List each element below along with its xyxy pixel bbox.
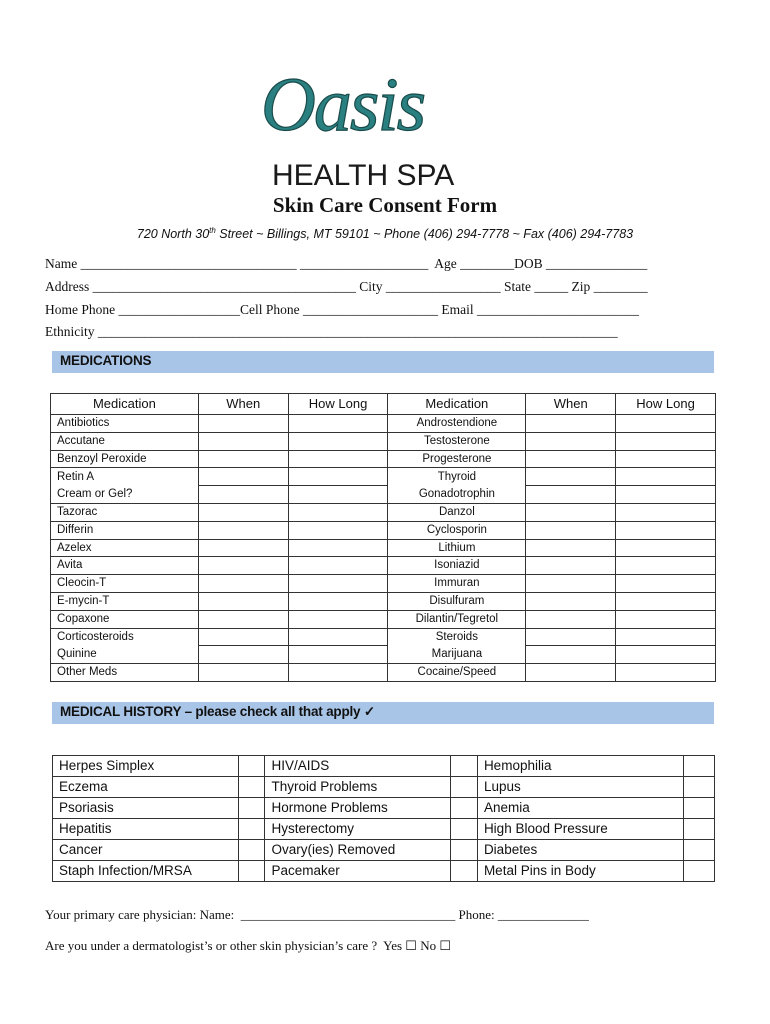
- medication-name: Marijuana: [388, 646, 526, 664]
- medication-how-long-cell[interactable]: [288, 575, 388, 593]
- medication-name: Isoniazid: [388, 557, 526, 575]
- medication-how-long-cell[interactable]: [288, 450, 388, 468]
- medication-how-long-cell[interactable]: [288, 628, 388, 646]
- medical-history-header-label: MEDICAL HISTORY – please check all that apply ✓: [60, 704, 376, 719]
- address-rest: Street ~ Billings, MT 59101 ~ Phone (406) 294-7778 ~ Fax (406) 294-7783: [215, 227, 634, 242]
- medication-how-long-cell[interactable]: [616, 539, 716, 557]
- medication-row: [51, 415, 716, 433]
- medication-when-cell[interactable]: [526, 592, 616, 610]
- medication-when-cell[interactable]: [198, 557, 288, 575]
- medication-name: Progesterone: [388, 450, 526, 468]
- col-how-long: How Long: [288, 394, 388, 415]
- medication-when-cell[interactable]: [198, 415, 288, 433]
- medication-row: [51, 450, 716, 468]
- condition-checkbox[interactable]: [684, 777, 715, 798]
- condition-label: Hysterectomy: [265, 819, 451, 840]
- medication-name: Quinine: [51, 646, 199, 664]
- condition-checkbox[interactable]: [238, 819, 265, 840]
- medication-when-cell[interactable]: [526, 450, 616, 468]
- medication-row: [51, 468, 716, 486]
- medication-how-long-cell[interactable]: [616, 575, 716, 593]
- medication-name: Corticosteroids: [51, 628, 199, 646]
- medication-name: Retin A: [51, 468, 199, 486]
- medication-how-long-cell[interactable]: [616, 557, 716, 575]
- medication-when-cell[interactable]: [198, 575, 288, 593]
- condition-checkbox[interactable]: [238, 861, 265, 882]
- medication-when-cell[interactable]: [198, 592, 288, 610]
- condition-label: Anemia: [477, 798, 683, 819]
- medication-when-cell[interactable]: [526, 646, 616, 664]
- condition-checkbox[interactable]: [451, 798, 478, 819]
- col-medication: Medication: [51, 394, 199, 415]
- condition-checkbox[interactable]: [451, 819, 478, 840]
- medication-name: Tazorac: [51, 503, 199, 521]
- condition-checkbox[interactable]: [684, 756, 715, 777]
- history-row: [53, 819, 715, 840]
- medication-how-long-cell[interactable]: [288, 432, 388, 450]
- ethnicity-field[interactable]: Ethnicity _____________________________________________________________________________: [45, 324, 618, 339]
- medication-when-cell[interactable]: [198, 432, 288, 450]
- medication-name: Disulfuram: [388, 592, 526, 610]
- condition-checkbox[interactable]: [238, 798, 265, 819]
- spa-address: [0, 226, 770, 241]
- col-when-2: When: [526, 394, 616, 415]
- condition-label: Psoriasis: [53, 798, 239, 819]
- medication-name: Other Meds: [51, 664, 199, 682]
- medication-name: Copaxone: [51, 610, 199, 628]
- medication-name: Dilantin/Tegretol: [388, 610, 526, 628]
- history-row: [53, 840, 715, 861]
- medication-when-cell[interactable]: [198, 486, 288, 504]
- medication-how-long-cell[interactable]: [288, 521, 388, 539]
- condition-checkbox[interactable]: [684, 840, 715, 861]
- medication-name: Cream or Gel?: [51, 486, 199, 504]
- history-row: [53, 756, 715, 777]
- medication-when-cell[interactable]: [526, 432, 616, 450]
- medication-row: [51, 592, 716, 610]
- medication-when-cell[interactable]: [198, 450, 288, 468]
- medication-how-long-cell[interactable]: [616, 628, 716, 646]
- medication-row: [51, 557, 716, 575]
- medication-name: Antibiotics: [51, 415, 199, 433]
- condition-label: Hemophilia: [477, 756, 683, 777]
- medication-name: Benzoyl Peroxide: [51, 450, 199, 468]
- medication-when-cell[interactable]: [198, 503, 288, 521]
- medication-how-long-cell[interactable]: [288, 610, 388, 628]
- condition-checkbox[interactable]: [238, 840, 265, 861]
- medication-when-cell[interactable]: [198, 521, 288, 539]
- col-how-long-2: How Long: [616, 394, 716, 415]
- dermatologist-care-question[interactable]: Are you under a dermatologist’s or other skin physician’s care ? Yes ☐ No ☐: [45, 938, 452, 953]
- medication-name: Steroids: [388, 628, 526, 646]
- medication-name: Differin: [51, 521, 199, 539]
- medical-history-section-header: [52, 702, 714, 724]
- medication-row: [51, 539, 716, 557]
- medication-how-long-cell[interactable]: [616, 450, 716, 468]
- condition-checkbox[interactable]: [451, 777, 478, 798]
- medication-when-cell[interactable]: [526, 468, 616, 486]
- medication-name: Cyclosporin: [388, 521, 526, 539]
- condition-label: Herpes Simplex: [53, 756, 239, 777]
- medication-how-long-cell[interactable]: [616, 646, 716, 664]
- medication-how-long-cell[interactable]: [616, 664, 716, 682]
- address-city-state-zip-field[interactable]: Address _______________________________________ City _________________ State _____ Zip ________: [45, 279, 648, 294]
- medication-how-long-cell[interactable]: [616, 521, 716, 539]
- logo-oasis-text: Oasis: [261, 63, 425, 147]
- medication-how-long-cell[interactable]: [616, 432, 716, 450]
- medication-row: [51, 575, 716, 593]
- medication-when-cell[interactable]: [198, 664, 288, 682]
- medication-when-cell[interactable]: [526, 539, 616, 557]
- col-when: When: [198, 394, 288, 415]
- condition-label: Eczema: [53, 777, 239, 798]
- address-ordinal: th: [209, 226, 216, 235]
- medication-how-long-cell[interactable]: [616, 415, 716, 433]
- medical-history-table: [52, 755, 715, 882]
- condition-checkbox[interactable]: [684, 798, 715, 819]
- medication-when-cell[interactable]: [526, 486, 616, 504]
- medication-when-cell[interactable]: [198, 628, 288, 646]
- medication-how-long-cell[interactable]: [616, 468, 716, 486]
- medications-table: [50, 393, 716, 682]
- col-medication-2: Medication: [388, 394, 526, 415]
- condition-label: Lupus: [477, 777, 683, 798]
- medication-when-cell[interactable]: [198, 468, 288, 486]
- medications-table-header-row: [51, 394, 716, 415]
- medication-when-cell[interactable]: [526, 521, 616, 539]
- condition-label: Ovary(ies) Removed: [265, 840, 451, 861]
- condition-label: Hepatitis: [53, 819, 239, 840]
- medication-how-long-cell[interactable]: [288, 415, 388, 433]
- medication-when-cell[interactable]: [198, 646, 288, 664]
- medication-when-cell[interactable]: [198, 539, 288, 557]
- medication-name: Cleocin-T: [51, 575, 199, 593]
- medication-name: Azelex: [51, 539, 199, 557]
- logo-subbrand-text: HEALTH SPA: [272, 159, 455, 192]
- medication-when-cell[interactable]: [526, 628, 616, 646]
- condition-label: High Blood Pressure: [477, 819, 683, 840]
- condition-checkbox[interactable]: [238, 777, 265, 798]
- medication-how-long-cell[interactable]: [616, 592, 716, 610]
- condition-label: Hormone Problems: [265, 798, 451, 819]
- medication-how-long-cell[interactable]: [616, 486, 716, 504]
- history-row: [53, 777, 715, 798]
- history-row: [53, 861, 715, 882]
- medication-when-cell[interactable]: [526, 557, 616, 575]
- medication-name: Androstendione: [388, 415, 526, 433]
- medications-header-label: MEDICATIONS: [60, 353, 152, 368]
- medication-name: Testosterone: [388, 432, 526, 450]
- medication-row: [51, 628, 716, 646]
- medication-row: [51, 521, 716, 539]
- oasis-logo-graphic: [255, 52, 510, 192]
- medication-how-long-cell[interactable]: [288, 592, 388, 610]
- medication-row: [51, 486, 716, 504]
- medication-name: Thyroid: [388, 468, 526, 486]
- medication-when-cell[interactable]: [198, 610, 288, 628]
- condition-label: Staph Infection/MRSA: [53, 861, 239, 882]
- medication-when-cell[interactable]: [526, 610, 616, 628]
- medication-row: [51, 610, 716, 628]
- medication-how-long-cell[interactable]: [288, 557, 388, 575]
- medication-name: Accutane: [51, 432, 199, 450]
- medication-name: Avita: [51, 557, 199, 575]
- medication-name: Immuran: [388, 575, 526, 593]
- medication-how-long-cell[interactable]: [288, 468, 388, 486]
- condition-checkbox[interactable]: [684, 861, 715, 882]
- medication-name: Danzol: [388, 503, 526, 521]
- medications-section-header: [52, 351, 714, 373]
- medication-when-cell[interactable]: [526, 664, 616, 682]
- medication-name: Lithium: [388, 539, 526, 557]
- condition-label: HIV/AIDS: [265, 756, 451, 777]
- history-row: [53, 798, 715, 819]
- medication-how-long-cell[interactable]: [288, 486, 388, 504]
- address-start: 720 North 30: [136, 227, 210, 242]
- medication-row: [51, 503, 716, 521]
- name-age-dob-field[interactable]: Name ________________________________ ___________________ Age ________DOB _______________: [45, 256, 648, 271]
- medication-how-long-cell[interactable]: [616, 503, 716, 521]
- condition-label: Metal Pins in Body: [477, 861, 683, 882]
- condition-checkbox[interactable]: [451, 756, 478, 777]
- primary-physician-field[interactable]: Your primary care physician: Name: _________________________________ Phone: ______________: [45, 907, 589, 922]
- medication-name: Cocaine/Speed: [388, 664, 526, 682]
- medication-when-cell[interactable]: [526, 415, 616, 433]
- medication-how-long-cell[interactable]: [616, 610, 716, 628]
- medication-when-cell[interactable]: [526, 503, 616, 521]
- medication-how-long-cell[interactable]: [288, 539, 388, 557]
- medication-when-cell[interactable]: [526, 575, 616, 593]
- phone-email-field[interactable]: Home Phone __________________Cell Phone ____________________ Email ________________________: [45, 302, 639, 317]
- condition-label: Cancer: [53, 840, 239, 861]
- condition-label: Thyroid Problems: [265, 777, 451, 798]
- medication-row: [51, 432, 716, 450]
- condition-checkbox[interactable]: [451, 840, 478, 861]
- medication-row: [51, 646, 716, 664]
- form-title: Skin Care Consent Form: [272, 193, 498, 217]
- medication-how-long-cell[interactable]: [288, 664, 388, 682]
- condition-checkbox[interactable]: [451, 861, 478, 882]
- condition-checkbox[interactable]: [684, 819, 715, 840]
- medication-how-long-cell[interactable]: [288, 646, 388, 664]
- condition-label: Diabetes: [477, 840, 683, 861]
- oasis-health-spa-logo: [255, 52, 510, 192]
- condition-label: Pacemaker: [265, 861, 451, 882]
- medication-row: [51, 664, 716, 682]
- medication-name: Gonadotrophin: [388, 486, 526, 504]
- medication-how-long-cell[interactable]: [288, 503, 388, 521]
- medication-name: E-mycin-T: [51, 592, 199, 610]
- condition-checkbox[interactable]: [238, 756, 265, 777]
